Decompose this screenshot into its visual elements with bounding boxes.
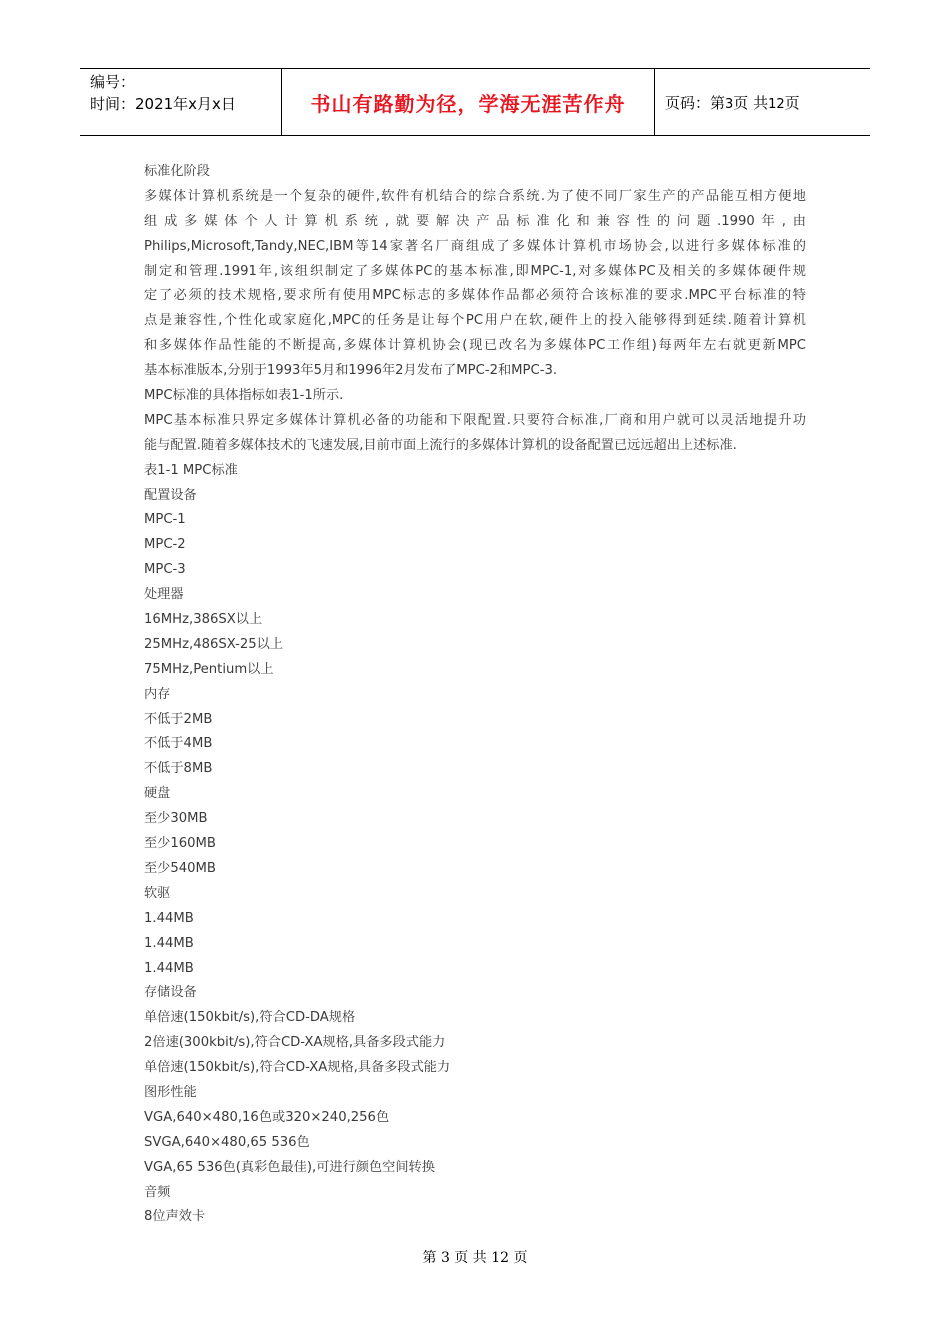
document-body	[144, 160, 806, 1230]
table-line: 1.44MB	[144, 935, 194, 951]
table-line: 25MHz,486SX-25以上	[144, 636, 284, 652]
paragraph-line: 多媒体计算机系统是一个复杂的硬件,软件有机结合的综合系统.为了使不同厂家生产的产品能互相方便地	[144, 188, 806, 204]
table-line: 单倍速(150kbit/s),符合CD-XA规格,具备多段式能力	[144, 1060, 451, 1076]
table-line: SVGA,640×480,65 536色	[144, 1134, 310, 1150]
table-line: 8位声效卡	[144, 1209, 206, 1225]
paragraph-line: 制定和管理.1991年,该组织制定了多媒体PC的基本标准,即MPC-1,对多媒体PC及相关的多媒体硬件规	[144, 263, 806, 279]
table-line: 不低于2MB	[144, 711, 213, 727]
paragraph-mpc-history	[144, 185, 806, 384]
table-line: 2倍速(300kbit/s),符合CD-XA规格,具备多段式能力	[144, 1035, 446, 1051]
table-title: 表1-1 MPC标准	[144, 462, 238, 478]
table-line: 至少160MB	[144, 836, 216, 852]
table-line: 16MHz,386SX以上	[144, 612, 263, 628]
page-mid: 页 共	[733, 93, 769, 112]
paragraph-line: 能与配置.随着多媒体技术的飞速发展,目前市面上流行的多媒体计算机的设备配置已远远超出上述标准.	[144, 437, 737, 453]
table-line: 硬盘	[144, 786, 171, 802]
table-line: VGA,65 536色(真彩色最佳),可进行颜色空间转换	[144, 1159, 435, 1175]
page-current: 3	[725, 96, 734, 112]
page-header	[80, 68, 870, 136]
table-line: 不低于8MB	[144, 761, 213, 777]
table-line: 音频	[144, 1184, 171, 1200]
paragraph-line: 点是兼容性,个性化或家庭化,MPC的任务是让每个PC用户在软,硬件上的投入能够得到延续.随着计算机	[144, 313, 806, 329]
header-page-cell	[655, 69, 870, 135]
table-line: MPC-3	[144, 562, 186, 578]
time-label: 时间：2021年x月x日	[90, 95, 236, 113]
table-line: 处理器	[144, 587, 184, 603]
table-line: 内存	[144, 686, 171, 702]
paragraph-line: 定了必须的技术规格,要求所有使用MPC标志的多媒体作品都必须符合该标准的要求.MPC平台标准的特	[144, 288, 806, 304]
table-line: VGA,640×480,16色或320×240,256色	[144, 1109, 390, 1125]
header-motto-cell	[282, 69, 655, 135]
table-line: 不低于4MB	[144, 736, 213, 752]
table-line: 图形性能	[144, 1084, 197, 1100]
table-line: 配置设备	[144, 487, 197, 503]
header-meta	[80, 69, 282, 135]
paragraph-line: MPC基本标准只界定多媒体计算机必备的功能和下限配置.只要符合标准,厂商和用户就可以灵活地提升功	[144, 412, 806, 428]
table-line: 75MHz,Pentium以上	[144, 661, 274, 677]
table-line: 至少30MB	[144, 811, 208, 827]
table-line: 1.44MB	[144, 960, 194, 976]
motto: 书山有路勤为径，学海无涯苦作舟	[310, 91, 626, 116]
table-line: 存储设备	[144, 985, 197, 1001]
section-heading: 标准化阶段	[144, 164, 210, 179]
page-indicator	[665, 92, 800, 113]
mpc-spec-line: MPC标准的具体指标如表1-1所示.	[144, 388, 344, 404]
table-line: 单倍速(150kbit/s),符合CD-DA规格	[144, 1010, 356, 1026]
paragraph-mpc-config	[144, 409, 806, 459]
table-lines	[144, 484, 806, 1231]
paragraph-line: 基本标准版本,分别于1993年5月和1996年2月发布了MPC-2和MPC-3.	[144, 363, 558, 379]
page-total: 12	[768, 96, 785, 112]
paragraph-line: 和多媒体作品性能的不断提高,多媒体计算机协会(现已改名为多媒体PC工作组)每两年左右就更新MPC	[144, 338, 806, 354]
table-line: MPC-1	[144, 512, 186, 528]
paragraph-line: 组成多媒体个人计算机系统,就要解决产品标准化和兼容性的问题.1990年,由	[144, 213, 806, 229]
table-line: 软驱	[144, 885, 171, 901]
table-line: 至少540MB	[144, 860, 216, 876]
table-line: 1.44MB	[144, 910, 194, 926]
number-label: 编号：	[90, 73, 136, 91]
page-suffix: 页	[784, 93, 800, 112]
page-footer: 第 3 页 共 12 页	[422, 1250, 528, 1266]
table-line: MPC-2	[144, 537, 186, 553]
page-prefix: 页码：第	[665, 93, 726, 112]
paragraph-line: Philips,Microsoft,Tandy,NEC,IBM等14家著名厂商组成了多媒体计算机市场协会,以进行多媒体标准的	[144, 238, 806, 254]
